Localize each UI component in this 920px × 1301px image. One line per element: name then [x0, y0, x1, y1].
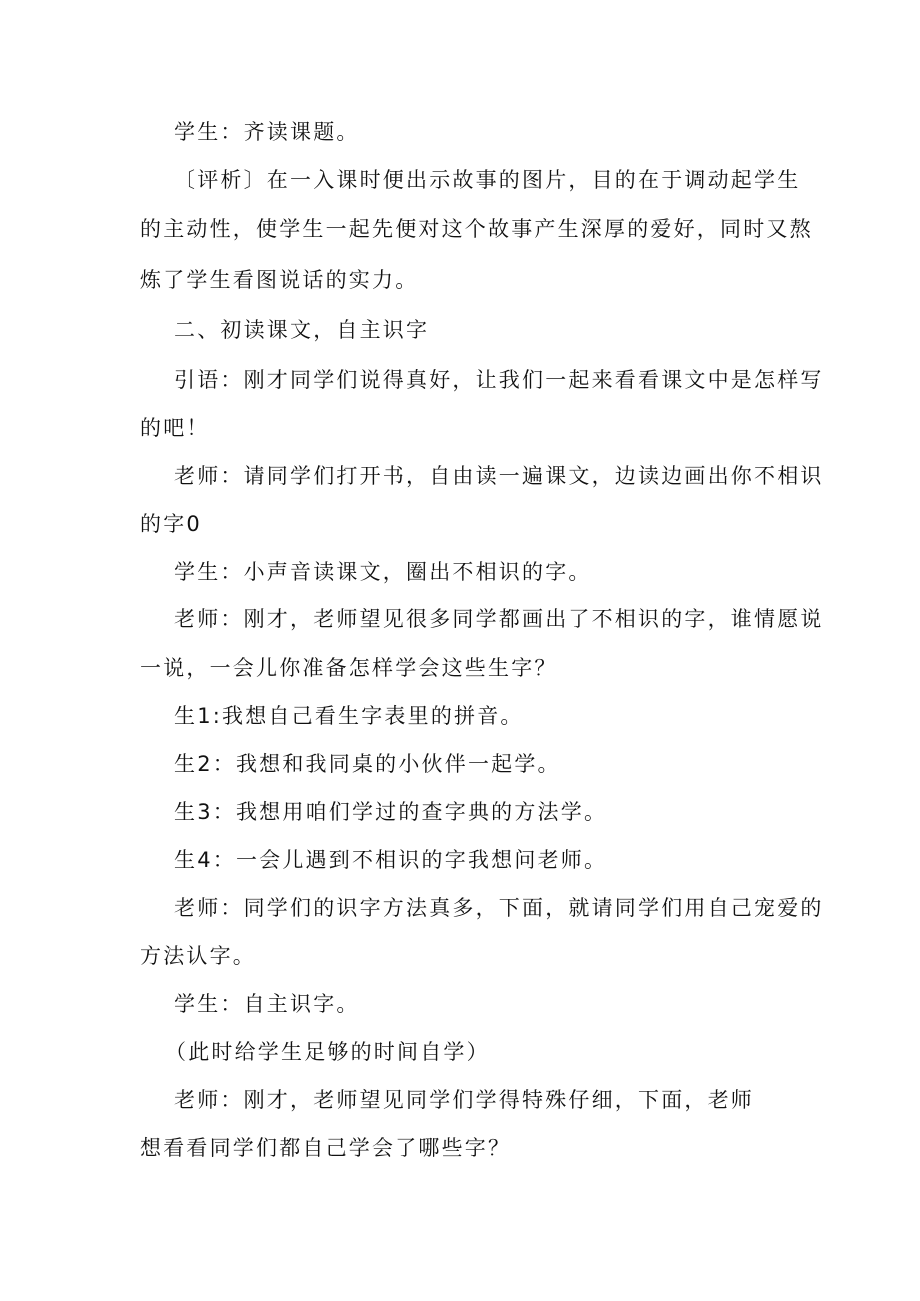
text-line-22: 想看看同学们都自己学会了哪些字？ [140, 1136, 512, 1160]
text-line-17: 老师：同学们的识字方法真多，下面，就请同学们用自己宠爱的 [174, 896, 824, 920]
text-line-9: 的字0 [140, 512, 202, 536]
text-line-10: 学生：小声音读课文，圈出不相识的字。 [174, 560, 592, 584]
text-line-6: 引语：刚才同学们说得真好，让我们一起来看看课文中是怎样写 [174, 368, 824, 392]
text-line-8: 老师：请同学们打开书，自由读一遍课文，边读边画出你不相识 [174, 464, 824, 488]
text-line-20: （此时给学生足够的时间自学） [165, 1040, 490, 1064]
text-line-13: 生1:我想自己看生字表里的拼音。 [174, 704, 524, 728]
text-line-11: 老师：刚才，老师望见很多同学都画出了不相识的字，谁情愿说 [174, 607, 824, 631]
text-line-21: 老师：刚才，老师望见同学们学得特殊仔细，下面，老师 [174, 1088, 754, 1112]
text-line-15: 生3：我想用咱们学过的查字典的方法学。 [174, 800, 608, 824]
text-line-4: 炼了学生看图说话的实力。 [140, 268, 419, 292]
text-line-16: 生4：一会儿遇到不相识的字我想问老师。 [174, 848, 608, 872]
text-line-7: 的吧！ [140, 416, 210, 440]
text-line-1: 学生：齐读课题。 [174, 120, 360, 144]
text-line-12: 一说，一会儿你准备怎样学会这些生字？ [140, 656, 558, 680]
text-line-3: 的主动性，使学生一起先便对这个故事产生深厚的爱好，同时又熬 [140, 217, 813, 241]
text-line-19: 学生：自主识字。 [174, 992, 360, 1016]
text-line-2: 〔评析〕在一入课时便出示故事的图片，目的在于调动起学生 [174, 168, 801, 192]
text-line-14: 生2：我想和我同桌的小伙伴一起学。 [174, 752, 561, 776]
text-line-18: 方法认字。 [140, 944, 256, 968]
section-heading: 二、初读课文，自主识字 [174, 318, 430, 342]
